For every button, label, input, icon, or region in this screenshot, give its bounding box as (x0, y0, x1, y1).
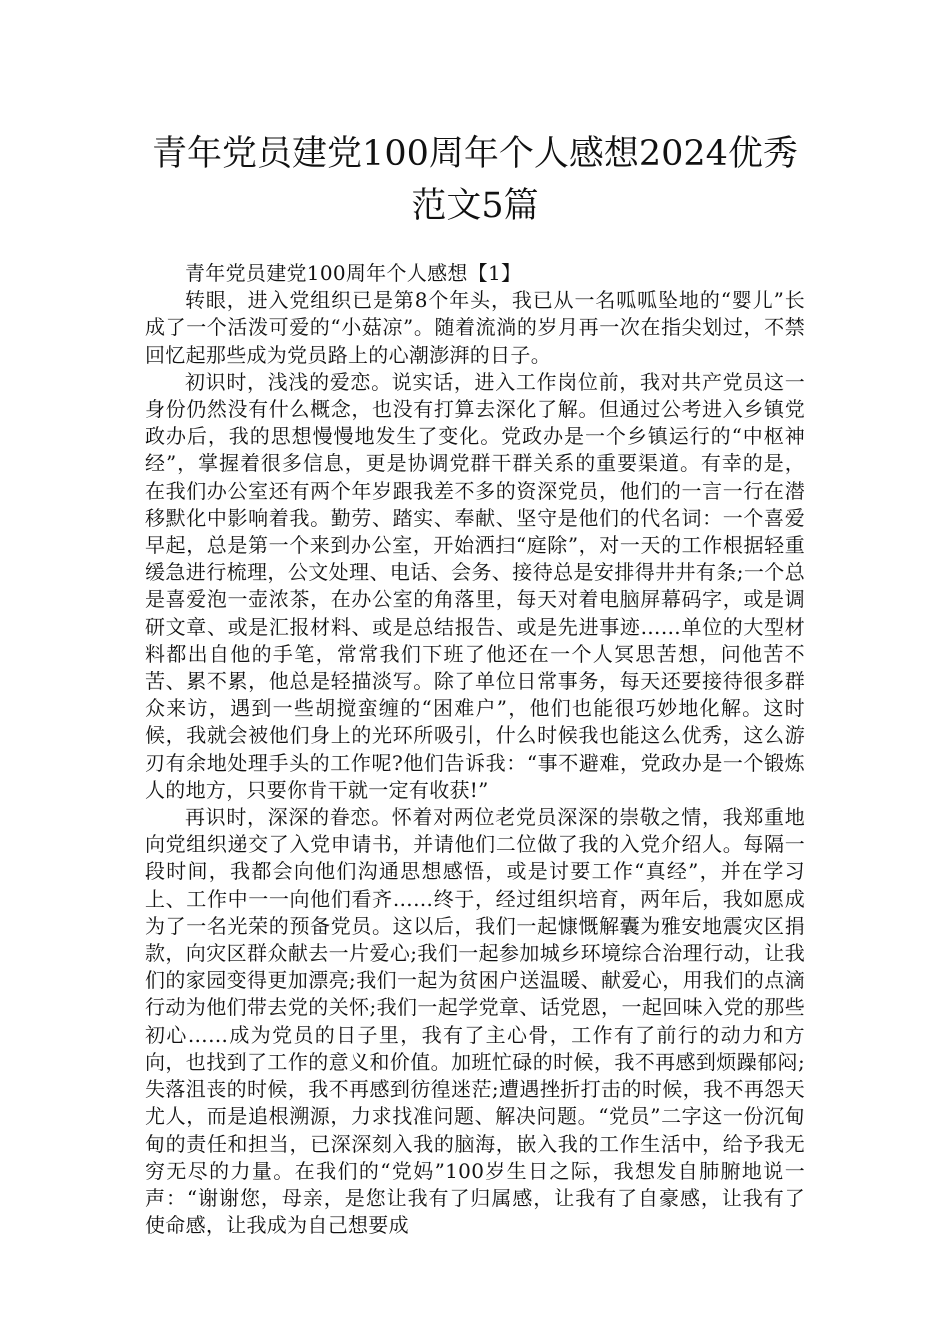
document-page (145, 128, 805, 1239)
title-line-1: 青年党员建党100周年个人感想2024优秀 (152, 134, 798, 174)
document-body (145, 260, 805, 1239)
title-line-2: 范文5篇 (411, 186, 539, 226)
document-title (145, 128, 805, 232)
section-heading: 青年党员建党100周年个人感想【1】 (185, 261, 522, 285)
paragraph-3: 再识时，深深的眷恋。怀着对两位老党员深深的崇敬之情，我郑重地向党组织递交了入党申请书，并请他们二位做了我的入党介绍人。每隔一段时间，我都会向他们沟通思想感悟，或是讨要工作“真经”，并在学习上、工作中一一向他们看齐……终于，经过组织培育，两年后，我如愿成为了一名光荣的预备党员。这以后，我们一起慷慨解囊为雅安地震灾区捐款，向灾区群众献去一片爱心;我们一起参加城乡环境综合治理行动，让我们的家园变得更加漂亮;我们一起为贫困户送温暖、献爱心，用我们的点滴行动为他们带去党的关怀;我们一起学党章、话党恩，一起回味入党的那些初心……成为党员的日子里，我有了主心骨，工作有了前行的动力和方向，也找到了工作的意义和价值。加班忙碌的时候，我不再感到烦躁郁闷;失落沮丧的时候，我不再感到彷徨迷茫;遭遇挫折打击的时候，我不再怨天尤人，而是追根溯源，力求找准问题、解决问题。“党员”二字这一份沉甸甸的责任和担当，已深深刻入我的脑海，嵌入我的工作生活中，给予我无穷无尽的力量。在我们的“党妈”100岁生日之际，我想发自肺腑地说一声：“谢谢您，母亲，是您让我有了归属感，让我有了自豪感，让我有了使命感，让我成为自己想要成 (145, 805, 805, 1238)
paragraph-1: 转眼，进入党组织已是第8个年头，我已从一名呱呱坠地的“婴儿”长成了一个活泼可爱的“小菇凉”。随着流淌的岁月再一次在指尖划过，不禁回忆起那些成为党员路上的心潮澎湃的日子。 (145, 288, 805, 367)
paragraph-2: 初识时，浅浅的爱恋。说实话，进入工作岗位前，我对共产党员这一身份仍然没有什么概念，也没有打算去深化了解。但通过公考进入乡镇党政办后，我的思想慢慢地发生了变化。党政办是一个乡镇运行的“中枢神经”，掌握着很多信息，更是协调党群干群关系的重要渠道。有幸的是，在我们办公室还有两个年岁跟我差不多的资深党员，他们的一言一行在潜移默化中影响着我。勤劳、踏实、奉献、坚守是他们的代名词：一个喜爱早起，总是第一个来到办公室，开始洒扫“庭除”，对一天的工作根据轻重缓急进行梳理，公文处理、电话、会务、接待总是安排得井井有条;一个总是喜爱泡一壶浓茶，在办公室的角落里，每天对着电脑屏幕码字，或是调研文章、或是汇报材料、或是总结报告、或是先进事迹……单位的大型材料都出自他的手笔，常常我们下班了他还在一个人冥思苦想，问他苦不苦、累不累，他总是轻描淡写。除了单位日常事务，每天还要接待很多群众来访，遇到一些胡搅蛮缠的“困难户”，他们也能很巧妙地化解。这时候，我就会被他们身上的光环所吸引，什么时候我也能这么优秀，这么游刃有余地处理手头的工作呢?他们告诉我：“事不避难，党政办是一个锻炼人的地方，只要你肯干就一定有收获!” (145, 369, 805, 802)
